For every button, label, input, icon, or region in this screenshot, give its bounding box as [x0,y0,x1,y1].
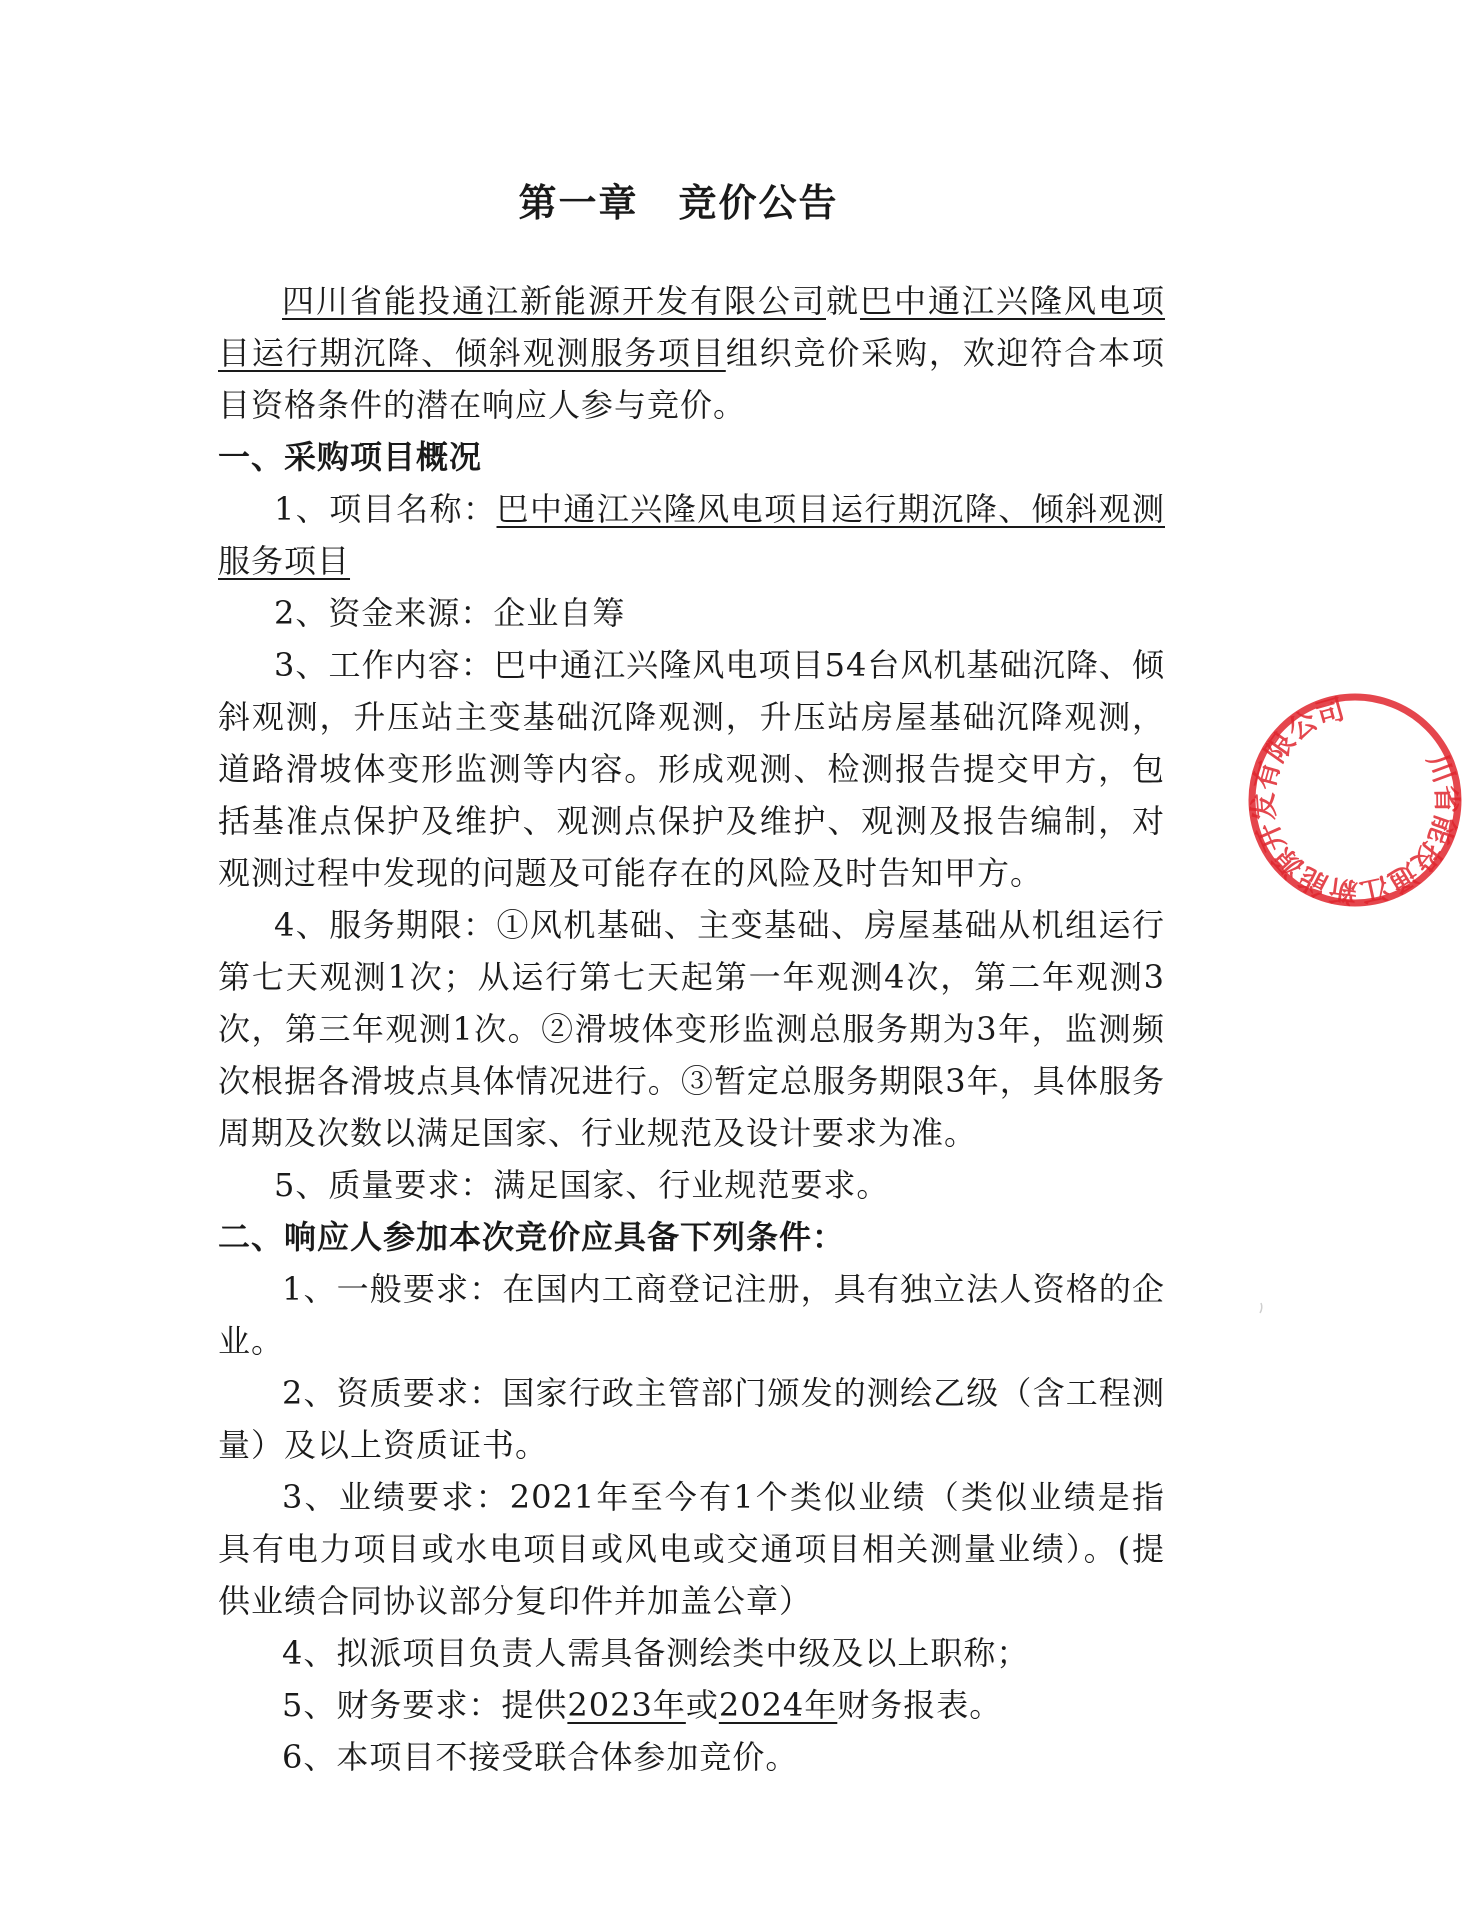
company-seal-stamp [1245,690,1465,910]
intro-paragraph [218,275,1165,431]
page-title [0,172,1357,227]
section2-item2: 2、资质要求：国家行政主管部门颁发的测绘乙级（含工程测量）及以上资质证书。 [218,1374,1165,1464]
document-body [218,275,1165,1783]
section2-heading: 二、响应人参加本次竞价应具备下列条件： [218,1218,846,1256]
intro-rest: 组织竞价采购，欢迎符合本项目资格条件的潜在响应人参与竞价。 [218,334,1165,424]
section2-item4: 4、拟派项目负责人需具备测绘类中级及以上职称； [282,1634,1030,1672]
item5-or: 或 [685,1686,719,1724]
item5-year-2023: 2023年 [567,1686,686,1724]
item1-label: 1、项目名称： [274,490,497,528]
chapter-number: 第一章 [518,180,639,225]
item1-value: 巴中通江兴隆风电项目运行期沉降、倾斜观测服务项目 [218,490,1165,580]
section2-item1: 1、一般要求：在国内工商登记注册，具有独立法人资格的企业。 [218,1270,1165,1360]
section2-item3: 3、业绩要求：2021年至今有1个类似业绩（类似业绩是指具有电力项目或水电项目或风电或交通项目相关测量业绩）。(提供业绩合同协议部分复印件并加盖公章） [218,1478,1165,1620]
section1-item2: 2、资金来源：企业自筹 [274,594,626,632]
section1-item5: 5、质量要求：满足国家、行业规范要求。 [274,1166,890,1204]
company-name: 四川省能投通江新能源开发有限公司 [282,282,826,320]
section2-item5 [218,1679,1165,1731]
scan-speck [1258,1303,1264,1313]
intro-connector: 就 [825,282,860,320]
project-name: 巴中通江兴隆风电项目运行期沉降、倾斜观测服务项目 [218,282,1165,372]
section1-item3: 3、工作内容：巴中通江兴隆风电项目54台风机基础沉降、倾斜观测，升压站主变基础沉降观测，升压站房屋基础沉降观测，道路滑坡体变形监测等内容。形成观测、检测报告提交甲方，包括基准点保护及维护、观测点保护及维护、观测及报告编制，对观测过程中发现的问题及可能存在的风险及时告知甲方。 [218,646,1165,892]
item5-suffix: 财务报表。 [837,1686,1003,1724]
section1-heading: 一、采购项目概况 [218,438,483,476]
section2-item6: 6、本项目不接受联合体参加竞价。 [282,1738,799,1776]
section1-item4: 4、服务期限：①风机基础、主变基础、房屋基础从机组运行第七天观测1次；从运行第七天起第一年观测4次，第二年观测3次，第三年观测1次。②滑坡体变形监测总服务期为3年，监测频次根据各滑坡点具体情况进行。③暂定总服务期限3年，具体服务周期及次数以满足国家、行业规范及设计要求为准。 [218,906,1165,1152]
item5-prefix: 5、财务要求：提供 [282,1686,568,1724]
chapter-name: 竞价公告 [678,180,839,225]
section1-item1 [218,483,1165,587]
item5-year-2024: 2024年 [718,1686,838,1724]
svg-text:川省能投通江新能源开发有限公司: 川省能投通江新能源开发有限公司 [1246,692,1464,909]
